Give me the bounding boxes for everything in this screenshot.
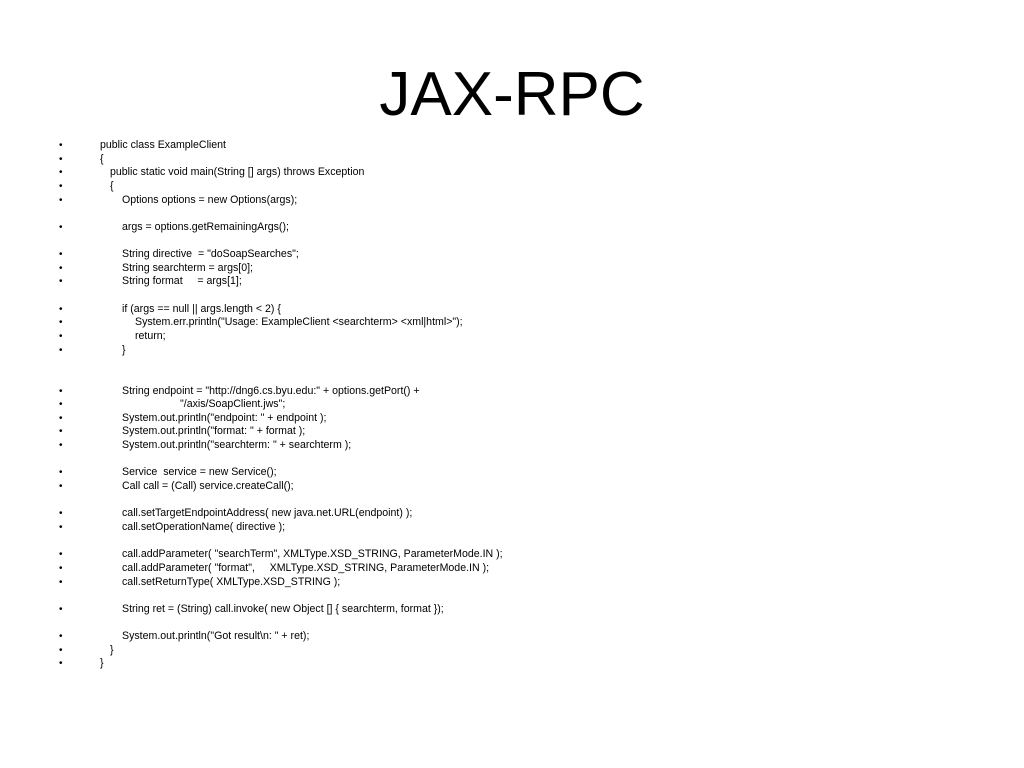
code-text: if (args == null || args.length < 2) { xyxy=(122,302,281,315)
code-text: } xyxy=(100,657,104,670)
code-line xyxy=(0,316,1024,330)
blank-line xyxy=(0,616,1024,630)
bullet-icon: • xyxy=(59,440,63,452)
bullet-icon: • xyxy=(59,521,63,533)
code-text: System.err.println("Usage: ExampleClient <searchterm> <xml|html>"); xyxy=(135,316,463,329)
code-text: { xyxy=(110,179,114,192)
code-text: } xyxy=(122,343,126,356)
code-line xyxy=(0,303,1024,317)
code-text: String directive = "doSoapSearches"; xyxy=(122,248,299,261)
blank-line xyxy=(0,289,1024,303)
code-line xyxy=(0,425,1024,439)
blank-line xyxy=(0,453,1024,467)
code-text: Service service = new Service(); xyxy=(122,466,277,479)
code-line xyxy=(0,576,1024,590)
code-line xyxy=(0,262,1024,276)
blank-line xyxy=(0,535,1024,549)
bullet-icon: • xyxy=(59,508,63,520)
code-line xyxy=(0,562,1024,576)
code-line xyxy=(0,480,1024,494)
bullet-icon: • xyxy=(59,631,63,643)
code-text: System.out.println("format: " + format ); xyxy=(122,425,306,438)
bullet-icon: • xyxy=(59,644,63,656)
bullet-icon: • xyxy=(59,317,63,329)
code-line xyxy=(0,248,1024,262)
code-text: "/axis/SoapClient.jws"; xyxy=(180,398,286,411)
code-text: { xyxy=(100,152,104,165)
code-line xyxy=(0,548,1024,562)
bullet-icon: • xyxy=(59,426,63,438)
code-line xyxy=(0,439,1024,453)
code-line xyxy=(0,412,1024,426)
code-text: System.out.println("endpoint: " + endpoint ); xyxy=(122,411,327,424)
code-text: String ret = (String) call.invoke( new Object [] { searchterm, format }); xyxy=(122,602,444,615)
code-text: Call call = (Call) service.createCall(); xyxy=(122,480,294,493)
code-line xyxy=(0,166,1024,180)
code-line xyxy=(0,630,1024,644)
code-line xyxy=(0,603,1024,617)
code-text: call.addParameter( "searchTerm", XMLType.XSD_STRING, ParameterMode.IN ); xyxy=(122,548,503,561)
blank-line xyxy=(0,494,1024,508)
code-line xyxy=(0,644,1024,658)
code-text: System.out.println("searchterm: " + searchterm ); xyxy=(122,439,352,452)
bullet-icon: • xyxy=(59,262,63,274)
code-line xyxy=(0,657,1024,671)
bullet-icon: • xyxy=(59,412,63,424)
code-line xyxy=(0,194,1024,208)
bullet-icon: • xyxy=(59,344,63,356)
bullet-icon: • xyxy=(59,140,63,151)
bullet-icon: • xyxy=(59,603,63,615)
code-line xyxy=(0,275,1024,289)
code-text: String endpoint = "http://dng6.cs.byu.edu:" + options.getPort() + xyxy=(122,384,420,397)
bullet-icon: • xyxy=(59,385,63,397)
code-text: call.setReturnType( XMLType.XSD_STRING ); xyxy=(122,575,341,588)
bullet-icon: • xyxy=(59,276,63,288)
code-text: String format = args[1]; xyxy=(122,275,242,288)
code-line xyxy=(0,398,1024,412)
code-line xyxy=(0,344,1024,358)
blank-line xyxy=(0,357,1024,371)
code-line xyxy=(0,385,1024,399)
code-line xyxy=(0,330,1024,344)
blank-line xyxy=(0,207,1024,221)
bullet-icon: • xyxy=(59,330,63,342)
blank-line xyxy=(0,371,1024,385)
code-text: System.out.println("Got result\n: " + ret); xyxy=(122,630,310,643)
code-text: call.setOperationName( directive ); xyxy=(122,520,286,533)
blank-line xyxy=(0,234,1024,248)
code-text: } xyxy=(110,643,114,656)
code-text: call.setTargetEndpointAddress( new java.net.URL(endpoint) ); xyxy=(122,507,413,520)
blank-line xyxy=(0,589,1024,603)
bullet-icon: • xyxy=(59,467,63,479)
bullet-icon: • xyxy=(59,481,63,493)
code-text: Options options = new Options(args); xyxy=(122,193,298,206)
code-line xyxy=(0,180,1024,194)
code-line xyxy=(0,221,1024,235)
bullet-icon: • xyxy=(59,180,63,192)
bullet-icon: • xyxy=(59,194,63,206)
bullet-icon: • xyxy=(59,658,63,670)
code-line xyxy=(0,507,1024,521)
bullet-icon: • xyxy=(59,221,63,233)
code-text: return; xyxy=(135,329,166,342)
code-text: public static void main(String [] args) throws Exception xyxy=(110,166,365,179)
bullet-icon: • xyxy=(59,303,63,315)
bullet-icon: • xyxy=(59,399,63,411)
bullet-icon: • xyxy=(59,576,63,588)
code-bullet-list xyxy=(0,139,1024,671)
code-text: public class ExampleClient xyxy=(100,139,227,151)
code-line xyxy=(0,521,1024,535)
bullet-icon: • xyxy=(59,562,63,574)
bullet-icon: • xyxy=(59,249,63,261)
bullet-icon: • xyxy=(59,549,63,561)
code-line xyxy=(0,139,1024,153)
code-line xyxy=(0,466,1024,480)
bullet-icon: • xyxy=(59,153,63,165)
code-line xyxy=(0,153,1024,167)
bullet-icon: • xyxy=(59,167,63,179)
slide-title: JAX-RPC xyxy=(379,60,645,129)
code-text: args = options.getRemainingArgs(); xyxy=(122,220,289,233)
code-text: call.addParameter( "format", XMLType.XSD_STRING, ParameterMode.IN ); xyxy=(122,561,490,574)
code-text: String searchterm = args[0]; xyxy=(122,261,254,274)
